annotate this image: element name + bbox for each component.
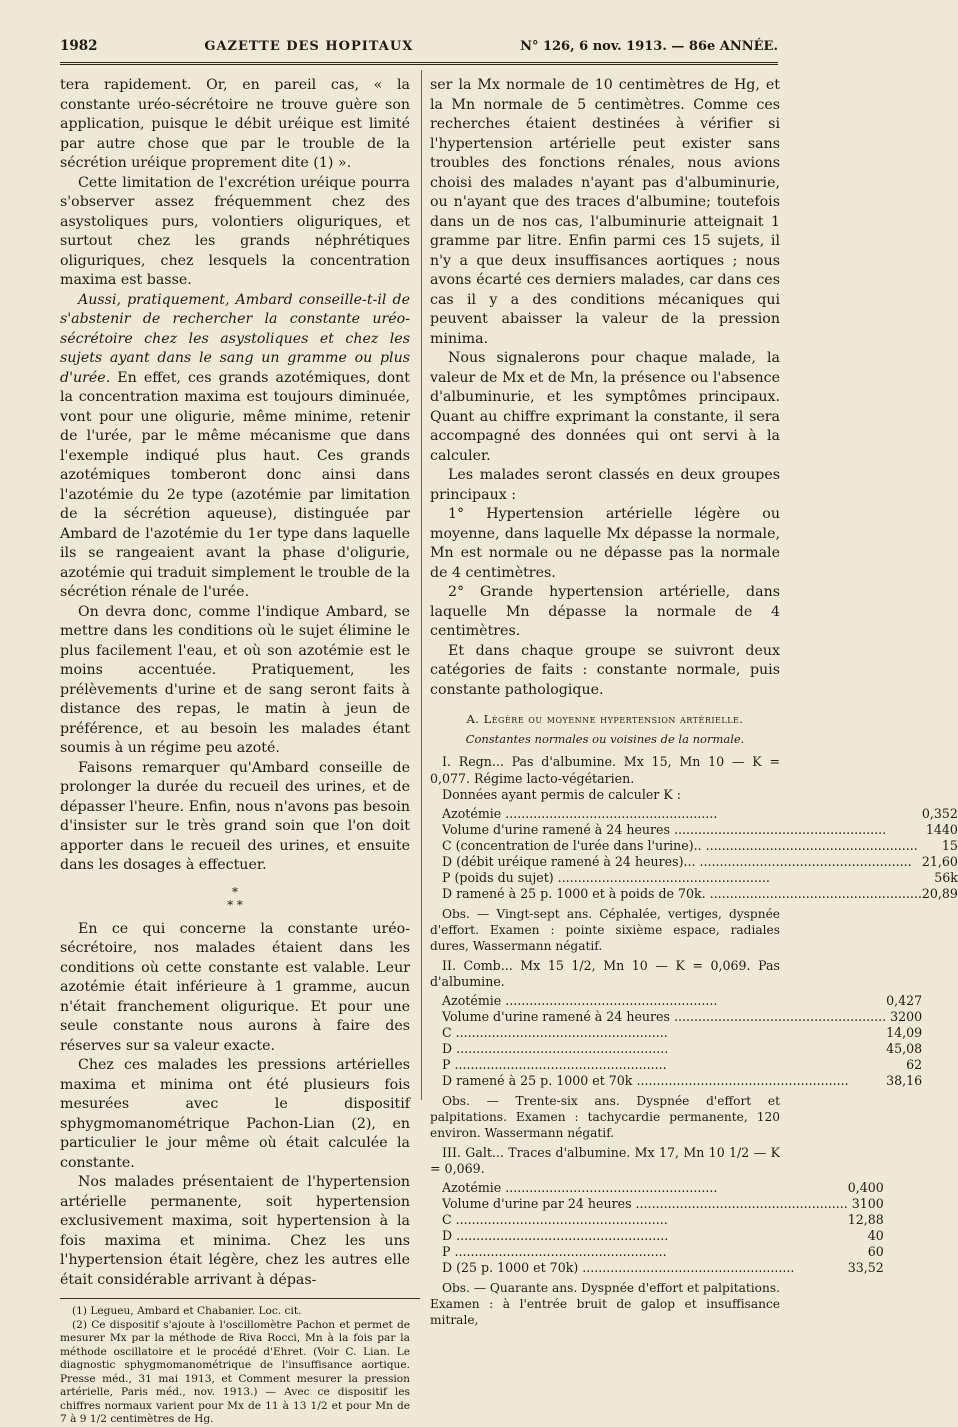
row-label: Azotémie ..... bbox=[442, 993, 717, 1008]
row-label: D (débit uréique ramené à 24 heures)... ..... bbox=[442, 854, 912, 869]
row-label: P ..... bbox=[442, 1057, 667, 1072]
row-value: 0,352 bbox=[921, 805, 958, 821]
left-paragraph-7: Chez ces malades les pressions artérielles maxima et minima ont été plusieurs fois mesurées avec le dispositif sphygmomanométrique Pachon-Lian (2), en particulier le jour même où était calculée la constante. bbox=[60, 1057, 410, 1171]
row-value: 3200 bbox=[890, 1008, 923, 1024]
page-header bbox=[60, 38, 778, 60]
row-value: 0,400 bbox=[847, 1179, 884, 1195]
case-1-heading: I. Regn... Pas d'albumine. Mx 15, Mn 10 — K = 0,077. Régime lacto-végétarien. bbox=[430, 754, 780, 786]
case-2-table bbox=[442, 993, 922, 1089]
row-value: 60 bbox=[867, 1243, 884, 1259]
asterism-separator: * * * bbox=[227, 884, 243, 912]
row-label: Volume d'urine ramené à 24 heures ..... bbox=[442, 822, 886, 837]
right-paragraph-1: ser la Mx normale de 10 centimètres de Hg, et la Mn normale de 5 centimètres. Comme ces recherches étaient destinées à vérifier si l'hypertension artérielle peut exister sans troubles des fonctions rénales, nous avions choisi des malades n'ayant pas d'albuminurie, ou n'ayant que des traces d'albumine; toutefois dans un de nos cas, l'albuminurie atteignait 1 gramme par litre. Enfin parmi ces 15 sujets, il n'y a que deux insuffisances aortiques ; nous avons écarté ces derniers malades, car dans ces cas il y a des conditions mécaniques qui peuvent abaisser la valeur de la pression minima. bbox=[430, 77, 780, 347]
left-paragraph-4: On devra donc, comme l'indique Ambard, se mettre dans les conditions où le sujet élimine le plus facilement l'eau, et où son azotémie est le moins accentuée. Pratiquement, les prélèvements d'urine et de sang seront faits à distance des repas, le matin à jeun de préférence, et au besoin les malades étant soumis à un régime peu azoté. bbox=[60, 603, 410, 756]
table-row bbox=[442, 1073, 922, 1089]
row-label: D (25 p. 1000 et 70k) ..... bbox=[442, 1260, 794, 1275]
table-row bbox=[442, 886, 958, 902]
column-divider bbox=[421, 70, 422, 1100]
case-3-observation: Obs. — Quarante ans. Dyspnée d'effort et palpitations. Examen : à l'entrée bruit de galop et insuffisance mitrale, bbox=[430, 1280, 780, 1327]
right-paragraph-3: Les malades seront classés en deux groupes principaux : bbox=[430, 467, 780, 503]
table-row bbox=[442, 1009, 922, 1025]
table-row bbox=[442, 870, 958, 886]
row-value: 62 bbox=[906, 1056, 923, 1072]
table-row bbox=[442, 1212, 884, 1228]
table-row bbox=[442, 1025, 922, 1041]
footnote-2: (2) Ce dispositif s'ajoute à l'oscillomètre Pachon et permet de mesurer Mx par la méthode de Riva Rocci, Mn à la fois par la méthode oscillatoire et le procédé d'Ehret. (Voir C. Lian. Le diagnostic sphygmomanométrique de l'insuffisance aortique. Presse méd., 31 mai 1913, et Comment mesurer la pression artérielle, Paris méd., nov. 1913.) — Avec ce dispositif les chiffres normaux varient pour Mx de 11 à 13 1/2 et pour Mn de 7 à 9 1/2 centimètres de Hg. bbox=[60, 1318, 410, 1425]
row-value: 3100 bbox=[851, 1195, 884, 1211]
row-label: C (concentration de l'urée dans l'urine).. ..... bbox=[442, 838, 918, 853]
table-row bbox=[442, 1041, 922, 1057]
row-label: Azotémie ..... bbox=[442, 806, 717, 821]
row-label: Volume d'urine ramené à 24 heures ..... bbox=[442, 1009, 886, 1024]
row-value: 45,08 bbox=[886, 1040, 923, 1056]
row-value: 15 bbox=[941, 837, 958, 853]
row-value: 40 bbox=[867, 1227, 884, 1243]
footnote-rule bbox=[60, 1298, 420, 1299]
case-3-table bbox=[442, 1180, 884, 1276]
row-label: Volume d'urine par 24 heures ..... bbox=[442, 1196, 848, 1211]
section-subtitle: Constantes normales ou voisines de la normale. bbox=[465, 732, 745, 746]
left-paragraph-5: Faisons remarquer qu'Ambard conseille de prolonger la durée du recueil des urines, et de dépasser l'heure. Enfin, nous n'avons pas besoin d'insister sur le très grand soin que l'on doit apporter dans le recueil des urines, et ensuite dans les dosages à effectuer. bbox=[60, 759, 410, 873]
row-value: 38,16 bbox=[886, 1072, 923, 1088]
left-paragraph-1: tera rapidement. Or, en pareil cas, « la constante uréo-sécrétoire ne trouve guère son application, puisque le débit uréique est limité par autre chose que par le trouble de la sécrétion uréique proprement dite (1) ». bbox=[60, 77, 410, 171]
row-label: C ..... bbox=[442, 1212, 668, 1227]
table-row bbox=[442, 854, 958, 870]
left-paragraph-8: Nos malades présentaient de l'hypertension artérielle permanente, soit hypertension exclusivement maxima, soit hypertension à la fois maxima et minima. Chez les uns l'hypertension était légère, chez les autres elle était considérable arrivant à dépas- bbox=[60, 1174, 410, 1288]
table-row bbox=[442, 1196, 884, 1212]
page-number: 1982 bbox=[60, 38, 98, 54]
left-paragraph-2: Cette limitation de l'excrétion uréique pourra s'observer assez fréquemment chez des asystoliques purs, volontiers oliguriques, et surtout chez les grands néphrétiques oliguriques, chez lesquels la concentration maxima est basse. bbox=[60, 174, 410, 288]
case-1-observation: Obs. — Vingt-sept ans. Céphalée, vertiges, dyspnée d'effort. Examen : pointe sixième espace, radiales dures, Wassermann négatif. bbox=[430, 906, 780, 953]
row-label: D ..... bbox=[442, 1041, 668, 1056]
left-paragraph-3 bbox=[60, 291, 410, 603]
table-row bbox=[442, 1228, 884, 1244]
row-label: P ..... bbox=[442, 1244, 667, 1259]
issue-info: N° 126, 6 nov. 1913. — 86e ANNÉE. bbox=[520, 39, 778, 54]
table-row bbox=[442, 993, 922, 1009]
case-2-observation: Obs. — Trente-six ans. Dyspnée d'effort et palpitations. Examen : tachycardie permanente, 120 environ. Wassermann négatif. bbox=[430, 1093, 780, 1140]
table-row bbox=[442, 1260, 884, 1276]
right-paragraph-5: 2° Grande hypertension artérielle, dans laquelle Mn dépasse la normale de 4 centimètres. bbox=[430, 584, 780, 639]
table-row bbox=[442, 1057, 922, 1073]
row-value: 56k bbox=[934, 869, 958, 885]
left-paragraph-3-rest: En effet, ces grands azotémiques, dont la concentration maxima est toujours diminuée, vont pour une oligurie, même minime, retenir de l'urée, par le même mécanisme que dans l'exemple indiqué plus haut. Ces grands azotémiques tomberont donc ainsi dans l'azotémie du 2e type (azotémie par limitation de la sécrétion aqueuse), distinguée par Ambard de l'azotémie du 1er type dans laquelle ils se rangeaient avant la phase d'oligurie, azotémie qui traduit simplement le trouble de la sécrétion rénale de l'urée. bbox=[60, 369, 410, 600]
row-label: Azotémie ..... bbox=[442, 1180, 717, 1195]
table-row bbox=[442, 838, 958, 854]
row-label: D ramené à 25 p. 1000 et 70k ..... bbox=[442, 1073, 849, 1088]
row-value: 14,09 bbox=[886, 1024, 923, 1040]
row-value: 0,427 bbox=[886, 992, 923, 1008]
row-label: P (poids du sujet) ..... bbox=[442, 870, 770, 885]
row-value: 20,89 bbox=[921, 885, 958, 901]
right-column bbox=[430, 76, 958, 1328]
row-label: D ramené à 25 p. 1000 et à poids de 70k. ..... bbox=[442, 886, 922, 901]
section-title: A. Légère ou moyenne hypertension artérielle. bbox=[466, 712, 744, 726]
footnote-1: (1) Legueu, Ambard et Chabanier. Loc. cit. bbox=[72, 1305, 302, 1317]
table-row bbox=[442, 1244, 884, 1260]
row-value: 33,52 bbox=[847, 1259, 884, 1275]
case-2-heading: II. Comb... Mx 15 1/2, Mn 10 — K = 0,069. Pas d'albumine. bbox=[430, 957, 780, 989]
row-value: 1440 bbox=[925, 821, 958, 837]
header-rule bbox=[60, 62, 778, 65]
row-label: C ..... bbox=[442, 1025, 668, 1040]
table-row bbox=[442, 1180, 884, 1196]
left-paragraph-6: En ce qui concerne la constante uréo-sécrétoire, nos malades étaient dans les conditions où cette constante est valable. Leur azotémie était inférieure à 1 gramme, aucun n'était franchement oligurique. Et pour une seule constante nous aurons à faire des réserves sur sa valeur exacte. bbox=[60, 920, 410, 1054]
table-row bbox=[442, 806, 958, 822]
right-paragraph-6: Et dans chaque groupe se suivront deux catégories de faits : constante normale, puis constante pathologique. bbox=[430, 642, 780, 698]
case-1-table bbox=[442, 806, 958, 902]
case-3-heading: III. Galt... Traces d'albumine. Mx 17, Mn 10 1/2 — K = 0,069. bbox=[430, 1144, 780, 1176]
row-value: 21,60 bbox=[921, 853, 958, 869]
right-paragraph-4: 1° Hypertension artérielle légère ou moyenne, dans laquelle Mx dépasse la normale, Mn est normale ou ne dépasse pas la normale de 4 centimètres. bbox=[430, 506, 780, 581]
journal-title: GAZETTE DES HOPITAUX bbox=[204, 39, 414, 54]
right-paragraph-2: Nous signalerons pour chaque malade, la valeur de Mx et de Mn, la présence ou l'absence d'albuminurie, et les symptômes principaux. Quant au chiffre exprimant la constante, il sera accompagné des données qui ont servi à la calculer. bbox=[430, 350, 780, 464]
row-value: 12,88 bbox=[847, 1211, 884, 1227]
left-column bbox=[60, 76, 410, 1427]
left-paragraph-3-italic: Aussi, pratiquement, Ambard conseille-t-il de s'abstenir de rechercher la constante uréo-sécrétoire chez les asystoliques et chez les sujets ayant dans le sang un gramme ou plus d'urée. bbox=[60, 291, 410, 386]
table-row bbox=[442, 822, 958, 838]
row-label: D ..... bbox=[442, 1228, 668, 1243]
case-1-intro: Données ayant permis de calculer K : bbox=[442, 787, 681, 802]
